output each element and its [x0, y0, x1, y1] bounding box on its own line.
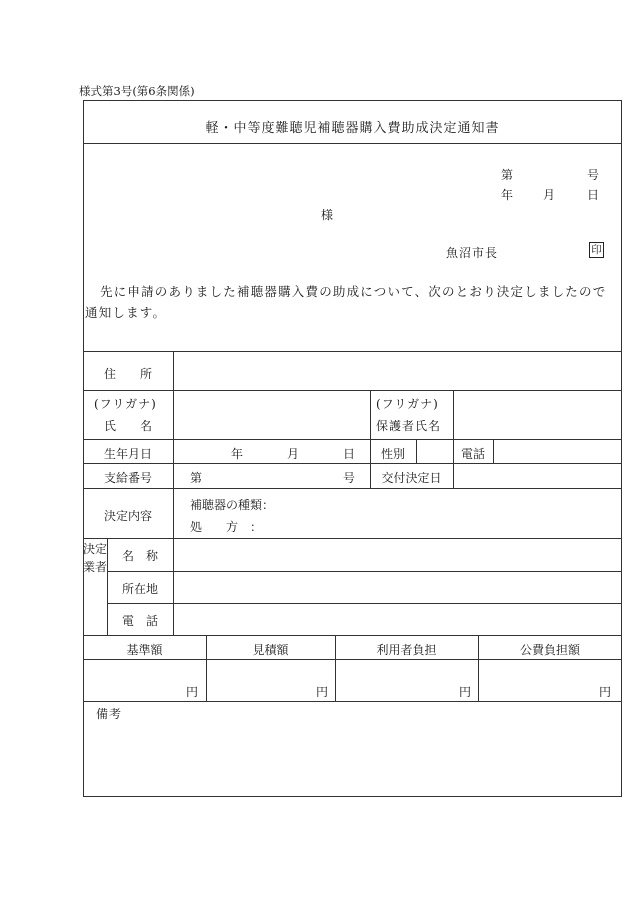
prescription-label: 処 方 ： [190, 520, 263, 534]
date-month-label: 月 [543, 188, 556, 202]
standard-amount-unit: 円 [186, 685, 199, 699]
divider-name [83, 439, 622, 440]
issue-date-label: 交付決定日 [381, 471, 442, 485]
user-burden-unit: 円 [459, 685, 472, 699]
form-number-label: 様式第3号(第6条関係) [79, 84, 195, 98]
document-title: 軽・中等度難聴児補聴器購入費助成決定通知書 [205, 121, 500, 136]
estimate-amount-unit: 円 [316, 685, 329, 699]
divider-vendor-name [107, 571, 622, 572]
divider-decision [83, 538, 622, 539]
divider-vendor [83, 635, 622, 636]
vendor-phone-label: 電 話 [121, 614, 158, 628]
divider-payment [83, 488, 622, 489]
divider-vendor-address [107, 603, 622, 604]
name-label: 氏 名 [103, 419, 152, 433]
decision-content-label: 決定内容 [103, 509, 152, 523]
divider-birth [83, 463, 622, 464]
divider-header [83, 351, 622, 352]
address-label: 住 所 [103, 367, 152, 381]
guardian-value-divider [453, 390, 454, 488]
vendor-address-label: 所在地 [121, 582, 158, 596]
device-type-label: 補聴器の種類： [190, 498, 275, 512]
public-burden-unit: 円 [599, 685, 612, 699]
date-year-label: 年 [501, 188, 514, 202]
payment-number-label: 支給番号 [103, 471, 152, 485]
guardian-name-label: 保護者氏名 [376, 419, 442, 433]
divider-amounts [83, 701, 622, 702]
label-column-divider [173, 351, 174, 635]
standard-amount-header: 基準額 [126, 643, 163, 657]
user-burden-header: 利用者負担 [376, 643, 437, 657]
sex-label: 性別 [380, 447, 405, 461]
vendor-section-label: 決定業者 [83, 542, 108, 574]
date-day-label: 日 [587, 188, 600, 202]
payment-number-suffix: 号 [343, 471, 356, 485]
number-suffix: 号 [587, 168, 600, 182]
vendor-name-label: 名 称 [121, 549, 158, 563]
addressee-honorific: 様 [321, 208, 334, 222]
remarks-label: 備考 [96, 707, 123, 721]
birth-month-label: 月 [287, 447, 300, 461]
birth-day-label: 日 [343, 447, 356, 461]
public-burden-header: 公費負担額 [519, 643, 580, 657]
sex-value-divider [416, 439, 417, 463]
birthdate-label: 生年月日 [103, 447, 152, 461]
payment-number-prefix: 第 [190, 471, 203, 485]
notice-body-text: 先に申請のありました補聴器購入費の助成について、次のとおり決定しましたので通知します。 [85, 284, 607, 320]
birth-year-label: 年 [231, 447, 244, 461]
estimate-amount-header: 見積額 [252, 643, 289, 657]
divider-address [83, 390, 622, 391]
divider-amount-header [83, 659, 622, 660]
furigana-label: (フリガナ) [94, 397, 157, 411]
phone-value-divider [493, 439, 494, 463]
guardian-furigana-label: (フリガナ) [376, 397, 439, 411]
number-prefix: 第 [501, 168, 514, 182]
divider-title [83, 143, 622, 144]
issuer-name: 魚沼市長 [446, 246, 499, 260]
phone-label: 電話 [460, 447, 485, 461]
seal-mark: 印 [589, 242, 604, 258]
